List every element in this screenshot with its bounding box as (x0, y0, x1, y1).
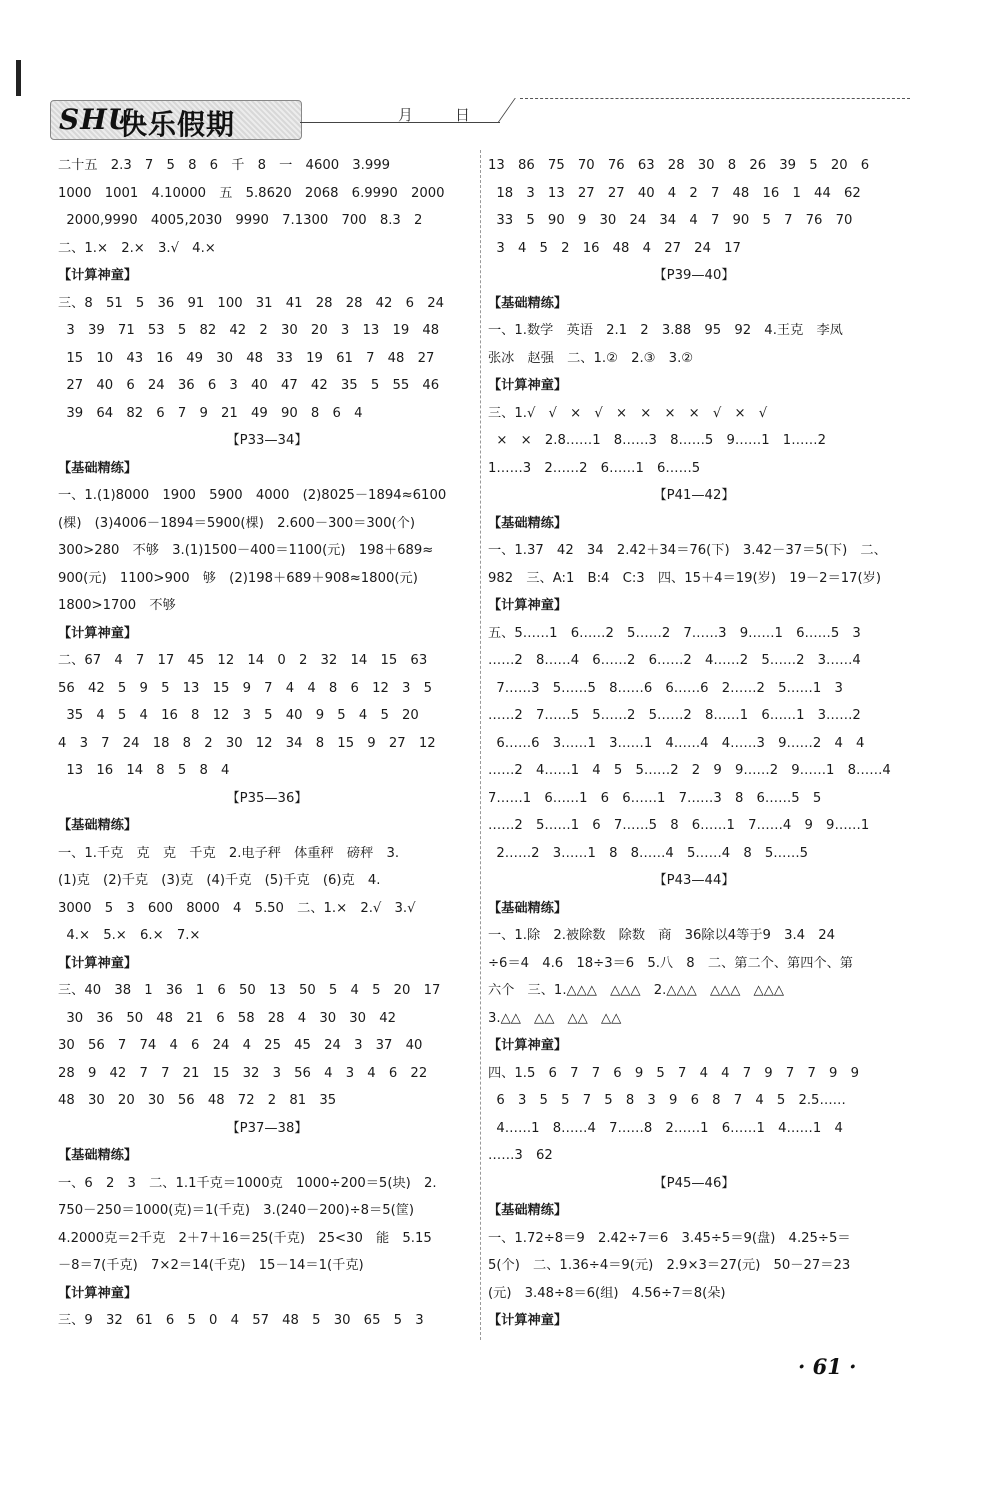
page-range-heading: 【P35—36】 (226, 790, 308, 806)
answer-line: 27 40 6 24 36 6 3 40 47 42 35 5 55 46 (58, 378, 440, 393)
page-range-heading: 【P39—40】 (653, 268, 735, 283)
answer-line: 二、67 4 7 17 45 12 14 0 2 32 14 15 63 (58, 653, 428, 668)
answer-line: 30 36 50 48 21 6 58 28 4 30 30 42 (58, 1010, 397, 1026)
answer-line: 3.△△ △△ △△ △△ (488, 1010, 622, 1026)
section-heading: 【计算神童】 (488, 378, 568, 393)
answer-line: 982 三、A:1 B:4 C:3 四、15＋4＝19(岁) 19－2＝17(岁) (488, 570, 882, 586)
answer-line: 六个 三、1.△△△ △△△ 2.△△△ △△△ △△△ (488, 983, 784, 998)
column-divider (480, 150, 481, 1340)
answer-line: 4……1 8……4 7……8 2……1 6……1 4……1 4 (488, 1120, 843, 1136)
answer-line: 一、1.(1)8000 1900 5900 4000 (2)8025－1894≈6100 (58, 488, 447, 503)
answer-line: ÷6＝4 4.6 18÷3＝6 5.八 8 二、第二个、第四个、第 (488, 955, 853, 971)
answer-line: 7……1 6……1 6 6……1 7……3 8 6……5 5 (488, 790, 822, 806)
logo-english: SHU (59, 103, 134, 136)
section-heading: 【基础精练】 (488, 295, 568, 311)
answer-line: 三、9 32 61 6 5 0 4 57 48 5 30 65 5 3 (58, 1313, 424, 1328)
answer-line: 6 3 5 5 7 5 8 3 9 6 8 7 4 5 2.5…… (488, 1093, 846, 1108)
answer-line: 48 30 20 30 56 48 72 2 81 35 (58, 1093, 337, 1108)
right-answer-column (488, 152, 900, 1335)
answer-line: (1)克 (2)千克 (3)克 (4)千克 (5)千克 (6)克 4. (58, 873, 381, 888)
answer-line: 一、6 2 3 二、1.1千克＝1000克 1000÷200＝5(块) 2. (58, 1175, 437, 1191)
section-heading: 【计算神童】 (488, 598, 568, 613)
header-slant-rule (498, 98, 542, 122)
answer-line: 3000 5 3 600 8000 4 5.50 二、1.× 2.√ 3.√ (58, 900, 416, 916)
section-heading: 【基础精练】 (488, 1203, 568, 1218)
logo-chinese-title: 快乐假期 (119, 108, 236, 141)
header-dashed-rule (520, 98, 910, 99)
answer-line: 五、5……1 6……2 5……2 7……3 9……1 6……5 3 (488, 625, 861, 641)
answer-line: 33 5 90 9 30 24 34 4 7 90 5 7 76 70 (488, 213, 853, 228)
section-heading: 【计算神童】 (488, 1313, 568, 1328)
answer-line: 三、1.√ √ × √ × × × × √ × √ (488, 405, 768, 421)
page-range-heading: 【P43—44】 (653, 873, 735, 888)
section-heading: 【基础精练】 (488, 515, 568, 531)
answer-line: 28 9 42 7 7 21 15 32 3 56 4 3 4 6 22 (58, 1065, 428, 1081)
left-answer-column (58, 152, 476, 1335)
answer-line: 35 4 5 4 16 8 12 3 5 40 9 5 4 5 20 (58, 708, 419, 723)
answer-line: 四、1.5 6 7 7 6 9 5 7 4 4 7 9 7 7 9 9 (488, 1065, 860, 1081)
section-heading: 【基础精练】 (58, 1148, 138, 1163)
answer-line: 1800>1700 不够 (58, 598, 176, 613)
answer-line: ……2 4……1 4 5 5……2 2 9 9……2 9……1 8……4 (488, 763, 891, 778)
page-range-heading: 【P41—42】 (653, 488, 735, 503)
month-label: 月 (398, 106, 414, 124)
brand-logo (50, 100, 302, 140)
answer-line: 4.2000克＝2千克 2＋7＋16＝25(千克) 25<30 能 5.15 (58, 1230, 432, 1246)
answer-line: ……2 5……1 6 7……5 8 6……1 7……4 9 9……1 (488, 818, 870, 833)
answer-line: 750－250＝1000(克)＝1(千克) 3.(240－200)÷8＝5(筐) (58, 1203, 415, 1218)
section-heading: 【计算神童】 (58, 1285, 138, 1301)
answer-line: × × 2.8……1 8……3 8……5 9……1 1……2 (488, 433, 826, 448)
answer-line: ……3 62 (488, 1148, 553, 1163)
page-number: · 61 · (798, 1354, 857, 1379)
page-range-heading: 【P33—34】 (226, 433, 308, 448)
section-heading: 【计算神童】 (58, 268, 138, 283)
section-heading: 【基础精练】 (58, 818, 138, 833)
answer-line: 3 39 71 53 5 82 42 2 30 20 3 13 19 48 (58, 323, 440, 338)
answer-line: 56 42 5 9 5 13 15 9 7 4 4 8 6 12 3 5 (58, 680, 433, 696)
answer-line: 300>280 不够 3.(1)1500－400＝1100(元) 198＋689≈ (58, 543, 434, 558)
answer-line: ……2 8……4 6……2 6……2 4……2 5……2 3……4 (488, 653, 861, 668)
answer-line: 三、8 51 5 36 91 100 31 41 28 28 42 6 24 (58, 295, 444, 311)
answer-line: 一、1.除 2.被除数 除数 商 36除以4等于9 3.4 24 (488, 928, 836, 943)
answer-line: 2000,9990 4005,2030 9990 7.1300 700 8.3 2 (58, 213, 423, 228)
answer-line: －8＝7(千克) 7×2＝14(千克) 15－14＝1(千克) (58, 1258, 364, 1273)
answer-line: 900(元) 1100>900 够 (2)198＋689＋908≈1800(元) (58, 570, 418, 586)
answer-line: 一、1.千克 克 克 千克 2.电子秤 体重秤 磅秤 3. (58, 845, 400, 861)
answer-line: ……2 7……5 5……2 5……2 8……1 6……1 3……2 (488, 708, 861, 723)
answer-line: 三、40 38 1 36 1 6 50 13 50 5 4 5 20 17 (58, 983, 441, 998)
answer-line: (棵) (3)4006－1894＝5900(棵) 2.600－300＝300(个) (58, 515, 416, 531)
answer-line: 2……2 3……1 8 8……4 5……4 8 5……5 (488, 845, 809, 861)
page-range-heading: 【P45—46】 (653, 1175, 735, 1191)
answer-line: 二十五 2.3 7 5 8 6 千 8 一 4600 3.999 (58, 158, 391, 173)
answer-line: 4.× 5.× 6.× 7.× (58, 928, 201, 943)
section-heading: 【基础精练】 (58, 460, 138, 476)
answer-line: 1……3 2……2 6……1 6……5 (488, 460, 701, 476)
page-range-heading: 【P37—38】 (226, 1120, 308, 1136)
corner-crop-mark (16, 60, 21, 96)
answer-line: 一、1.72÷8＝9 2.42÷7＝6 3.45÷5＝9(盘) 4.25÷5＝ (488, 1230, 851, 1246)
answer-line: 39 64 82 6 7 9 21 49 90 8 6 4 (58, 405, 363, 421)
answer-line: 3 4 5 2 16 48 4 27 24 17 (488, 240, 741, 256)
answer-line: 5(个) 二、1.36÷4＝9(元) 2.9×3＝27(元) 50－27＝23 (488, 1258, 851, 1273)
answer-line: 30 56 7 74 4 6 24 4 25 45 24 3 37 40 (58, 1038, 423, 1053)
page-header (50, 96, 910, 144)
section-heading: 【计算神童】 (488, 1038, 568, 1053)
answer-line: 一、1.数学 英语 2.1 2 3.88 95 92 4.王克 李凤 (488, 323, 843, 338)
answer-line: (元) 3.48÷8＝6(组) 4.56÷7＝8(朵) (488, 1285, 726, 1301)
day-label: 日 (455, 106, 471, 124)
answer-line: 7……3 5……5 8……6 6……6 2……2 5……1 3 (488, 680, 843, 696)
answer-line: 13 86 75 70 76 63 28 30 8 26 39 5 20 6 (488, 158, 870, 173)
answer-line: 一、1.37 42 34 2.42＋34＝76(下) 3.42－37＝5(下) 二、 (488, 543, 887, 558)
answer-line: 6……6 3……1 3……1 4……4 4……3 9……2 4 4 (488, 735, 865, 751)
section-heading: 【计算神童】 (58, 955, 138, 971)
answer-line: 1000 1001 4.10000 五 5.8620 2068 6.9990 2000 (58, 185, 445, 201)
answer-line: 18 3 13 27 27 40 4 2 7 48 16 1 44 62 (488, 185, 861, 201)
answer-line: 13 16 14 8 5 8 4 (58, 763, 230, 778)
section-heading: 【基础精练】 (488, 900, 568, 916)
section-heading: 【计算神童】 (58, 625, 138, 641)
answer-line: 4 3 7 24 18 8 2 30 12 34 8 15 9 27 12 (58, 735, 436, 751)
answer-line: 张冰 赵强 二、1.② 2.③ 3.② (488, 350, 694, 366)
answer-line: 15 10 43 16 49 30 48 33 19 61 7 48 27 (58, 350, 435, 366)
answer-line: 二、1.× 2.× 3.√ 4.× (58, 240, 216, 256)
